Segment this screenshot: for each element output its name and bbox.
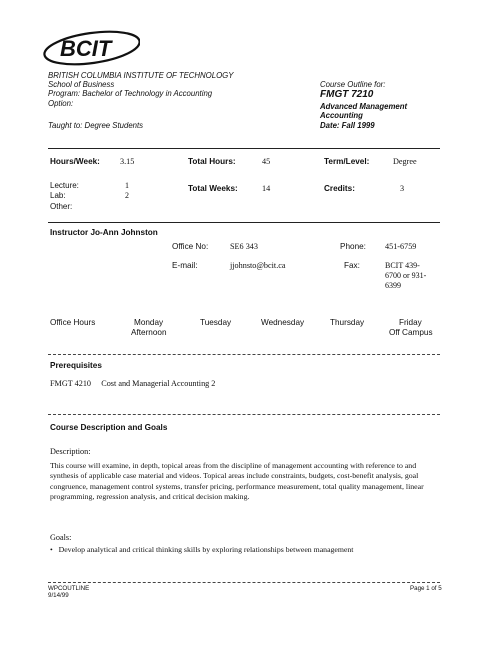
office-value: SE6 343 xyxy=(230,242,258,251)
goal-item xyxy=(50,545,353,554)
office-hours-monday: Monday xyxy=(134,318,164,327)
divider-office-hours xyxy=(48,354,440,355)
taught-to: Taught to: Degree Students xyxy=(48,121,144,130)
total-hours-value: 45 xyxy=(262,157,271,166)
instructor-label: Instructor Jo-Ann Johnston xyxy=(50,228,158,237)
goals-label: Goals: xyxy=(50,533,72,542)
course-code: FMGT 7210 xyxy=(320,89,374,100)
program-name: Program: Bachelor of Technology in Accounting xyxy=(48,89,213,98)
office-label: Office No: xyxy=(172,242,209,251)
term-value: Degree xyxy=(393,157,417,166)
course-date: Date: Fall 1999 xyxy=(320,121,375,130)
prerequisite-course: FMGT 4210 Cost and Managerial Accounting 2 xyxy=(50,379,216,388)
description-text: This course will examine, in depth, topical areas from the discipline of management accounting with reference to and synthesis of applicable case material and videos. Topical areas include constraints, budgets, cost-benefit analysis, goal congruence, management control systems, transfer pricing, performance measurement, total quality management, linear programming, regression analysis, and critical decision making. xyxy=(50,461,424,501)
option-label: Option: xyxy=(48,99,74,108)
footer-date: 9/14/99 xyxy=(48,592,69,599)
total-weeks-value: 14 xyxy=(262,184,271,193)
divider-top xyxy=(48,148,440,149)
lecture-label: Lecture: xyxy=(50,181,79,190)
divider-footer xyxy=(48,582,440,583)
office-hours-monday-note: Afternoon xyxy=(131,328,167,337)
fax-value-line3: 6399 xyxy=(385,281,401,290)
goal-text: Develop analytical and critical thinking skills by exploring relationships between management xyxy=(58,545,354,554)
bullet-icon: • xyxy=(50,545,59,554)
footer-page-number: Page 1 of 5 xyxy=(410,585,442,592)
institute-name: BRITISH COLUMBIA INSTITUTE OF TECHNOLOGY xyxy=(48,71,234,80)
office-hours-friday: Friday xyxy=(399,318,422,327)
lab-value: 2 xyxy=(125,191,129,200)
outline-label: Course Outline for: xyxy=(320,80,386,89)
course-name-line1: Advanced Management xyxy=(320,102,408,111)
total-weeks-label: Total Weeks: xyxy=(188,184,238,193)
office-hours-tuesday: Tuesday xyxy=(200,318,232,327)
fax-value-line1: BCIT 439- xyxy=(385,261,420,270)
office-hours-thursday: Thursday xyxy=(330,318,365,327)
credits-label: Credits: xyxy=(324,184,355,193)
prerequisites-heading: Prerequisites xyxy=(50,361,102,370)
office-hours-friday-note: Off Campus xyxy=(389,328,433,337)
hours-week-value: 3.15 xyxy=(120,157,135,166)
course-description-heading: Course Description and Goals xyxy=(50,423,168,432)
fax-value-line2: 6700 or 931- xyxy=(385,271,427,280)
phone-label: Phone: xyxy=(340,242,366,251)
svg-text:BCIT: BCIT xyxy=(60,36,112,61)
credits-value: 3 xyxy=(400,184,405,193)
description-label: Description: xyxy=(50,447,91,456)
lab-label: Lab: xyxy=(50,191,66,200)
office-hours-label: Office Hours xyxy=(50,318,96,327)
fax-label: Fax: xyxy=(344,261,360,270)
divider-prerequisites xyxy=(48,414,440,415)
office-hours-wednesday: Wednesday xyxy=(261,318,305,327)
term-label: Term/Level: xyxy=(324,157,370,166)
bcit-logo xyxy=(40,28,140,72)
divider-hours xyxy=(48,222,440,223)
school-name: School of Business xyxy=(48,80,115,89)
hours-week-label: Hours/Week: xyxy=(50,157,100,166)
course-name-line2: Accounting xyxy=(320,111,363,120)
total-hours-label: Total Hours: xyxy=(188,157,236,166)
email-value[interactable]: jjohnsto@bcit.ca xyxy=(230,261,286,270)
footer-filename: WPCOUTLINE xyxy=(48,585,90,592)
other-label: Other: xyxy=(50,202,73,211)
email-label: E-mail: xyxy=(172,261,198,270)
phone-value: 451-6759 xyxy=(385,242,417,251)
lecture-value: 1 xyxy=(125,181,129,190)
